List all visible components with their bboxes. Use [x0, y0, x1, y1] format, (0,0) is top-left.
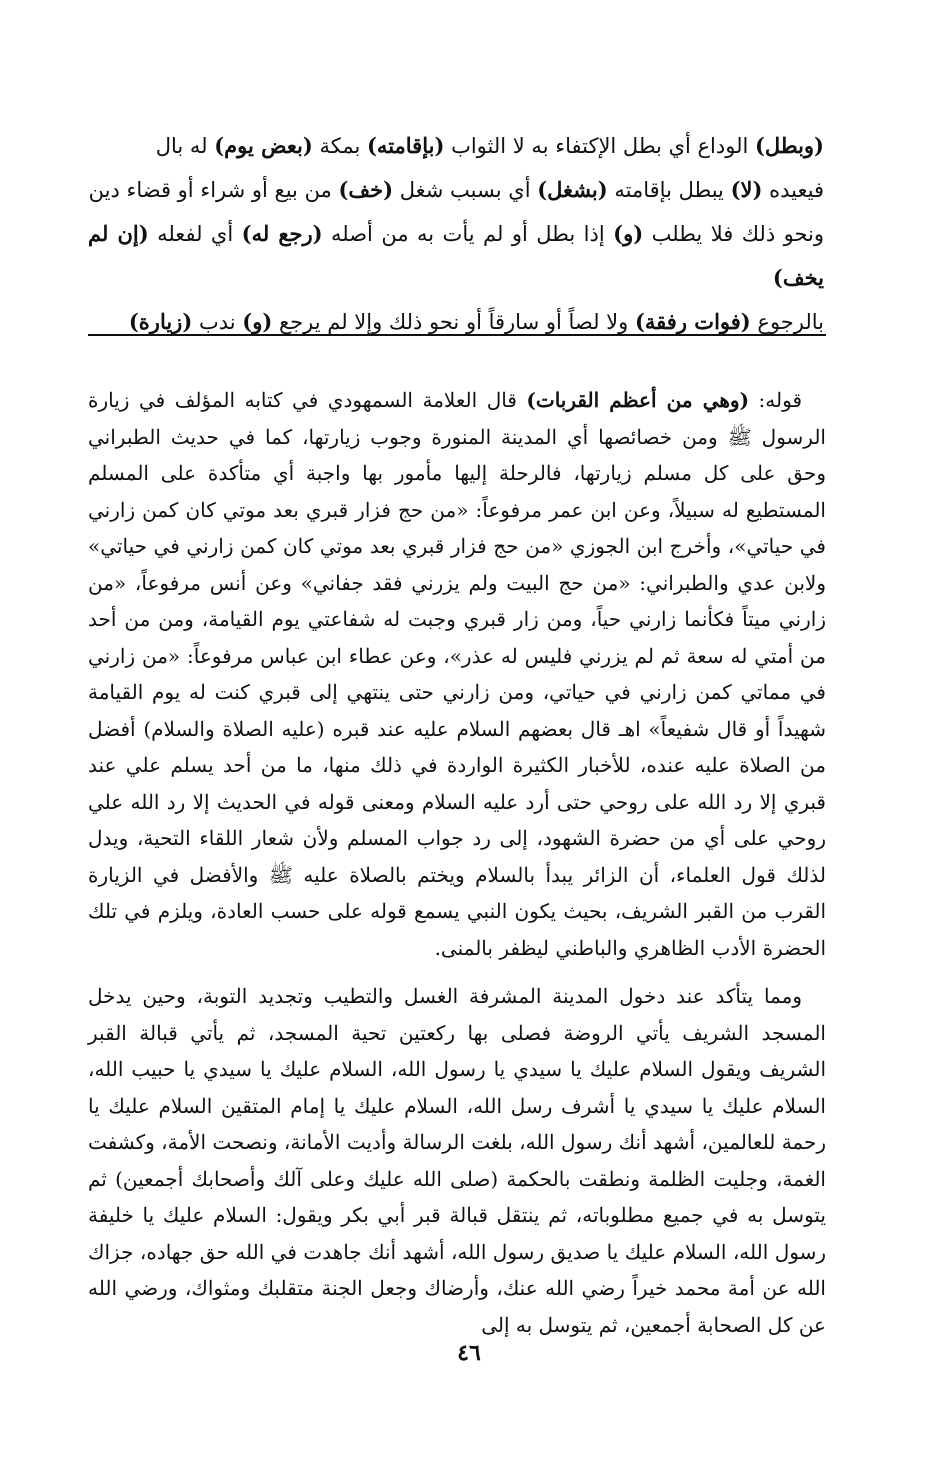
text-run: أي بسبب شغل: [393, 178, 538, 202]
bold-term: (و): [242, 309, 273, 334]
text-run: ندب: [192, 310, 243, 334]
bold-term: (رجع له): [241, 221, 323, 246]
bold-term: (لا): [730, 177, 763, 202]
text-run: بمكة: [312, 134, 367, 158]
text-run: ونحو ذلك فلا يطلب: [643, 222, 825, 246]
text-run: ومما يتأكد عند دخول المدينة المشرفة الغسل والتطيب وتجديد التوبة، وحين يدخل المسجد الشريف يأتي الروضة فصلى بها ركعتين تحية المسجد، ثم يأتي قبالة القبر الشريف ويقول السلام عليك يا سيدي يا رسول الله، السلام عليك يا سيدي يا حبيب الله، السلام عليك يا سيدي يا أشرف رسل الله، السلام عليك يا إمام المتقين السلام عليك يا رحمة للعالمين، أشهد أنك رسول الله، بلغت الرسالة وأديت الأمانة، ونصحت الأمة، وكشفت الغمة، وجليت الظلمة ونطقت بالحكمة (صلى الله عليك وعلى آلك وأصحابك أجمعين) ثم يتوسل به في جميع مطلوباته، ثم ينتقل قبالة قبر أبي بكر ويقول: السلام عليك يا خليفة رسول الله، السلام عليك يا صديق رسول الله، أشهد أنك جاهدت في الله حق جهاده، جزاك الله عن أمة محمد خيراً رضي الله عنك، وأرضاك وجعل الجنة متقلبك ومثواك، ورضي الله عن كل الصحابة أجمعين، ثم يتوسل به إلى: [88, 984, 826, 1337]
main-line: [88, 300, 824, 344]
text-run: من بيع أو شراء أو قضاء دين: [88, 178, 339, 202]
footnote-divider: [88, 334, 826, 336]
bold-term: (بإقامته): [367, 133, 445, 158]
text-run: له بال: [155, 134, 215, 158]
main-line: [88, 212, 824, 300]
main-line: [88, 168, 824, 212]
text-run: إذا بطل أو لم يأت به من أصله: [322, 222, 614, 246]
main-line: [88, 124, 824, 168]
bold-term: (زيارة): [128, 309, 193, 334]
text-run: قوله:: [749, 388, 803, 412]
page-number: ٤٦: [457, 1340, 481, 1366]
main-text: [88, 124, 824, 344]
bold-term: (و): [613, 221, 644, 246]
text-run: فيعيده: [762, 178, 824, 202]
text-run: ولا لصاً أو سارقاً أو نحو ذلك وإلا لم يرجع: [272, 310, 635, 334]
bold-term: (فوات رفقة): [634, 309, 751, 334]
bold-term: (بشغل): [537, 177, 608, 202]
bold-term: (بعض يوم): [214, 133, 313, 158]
text-run: بالرجوع: [750, 310, 824, 334]
text-run: الوداع أي بطل الإكتفاء به لا الثواب: [444, 134, 755, 158]
text-run: أي لفعله: [148, 222, 242, 246]
footnote-paragraph: [88, 382, 826, 966]
text-run: يبطل بإقامته: [607, 178, 731, 202]
bold-term: (خف): [338, 177, 394, 202]
footnote-paragraph: [88, 978, 826, 1343]
bold-term: (إن لم يخف): [88, 221, 824, 290]
footnotes: [88, 382, 826, 1343]
text-run: قال العلامة السمهودي في كتابه المؤلف في زيارة الرسول ﷺ ومن خصائصها أي المدينة المنورة وجوب زيارتها، كما في حديث الطبراني وحق على كل مسلم زيارتها، فالرحلة إليها مأمور بها واجبة أي متأكدة على المسلم المستطيع له سبيلاً، وعن ابن عمر مرفوعاً: «من حج فزار قبري بعد موتي كان كمن زارني في حياتي»، وأخرج ابن الجوزي «من حج فزار قبري بعد موتي كان كمن زارني في حياتي» ولابن عدي والطبراني: «من حج البيت ولم يزرني فقد جفاني» وعن أنس مرفوعاً، «من زارني ميتاً فكأنما زارني حياً، ومن زار قبري وجبت له شفاعتي يوم القيامة، ومن من أحد من أمتي له سعة ثم لم يزرني فليس له عذر»، وعن عطاء ابن عباس مرفوعاً: «من زارني في مماتي كمن زارني في حياتي، ومن زارني حتى ينتهي إلى قبري كنت له يوم القيامة شهيداً أو قال شفيعاً» اهـ قال بعضهم السلام عليه عند قبره (عليه الصلاة والسلام) أفضل من الصلاة عليه عنده، للأخبار الكثيرة الواردة في ذلك منها، ما من أحد يسلم علي عند قبري إلا رد الله على روحي حتى أرد عليه السلام ومعنى قوله في الحديث إلا رد الله علي روحي على أي من حضرة الشهود، إلى رد جواب المسلم ولأن شعار اللقاء التحية، ويدل لذلك قول العلماء، أن الزائر يبدأ بالسلام ويختم بالصلاة عليه ﷺ والأفضل في الزيارة القرب من القبر الشريف، بحيث يكون النبي يسمع قوله على حسب العادة، ويلزم في تلك الحضرة الأدب الظاهري والباطني ليظفر بالمنى.: [88, 388, 826, 960]
bold-term: (وهي من أعظم القربات): [526, 388, 750, 412]
bold-term: (وبطل): [755, 133, 824, 158]
